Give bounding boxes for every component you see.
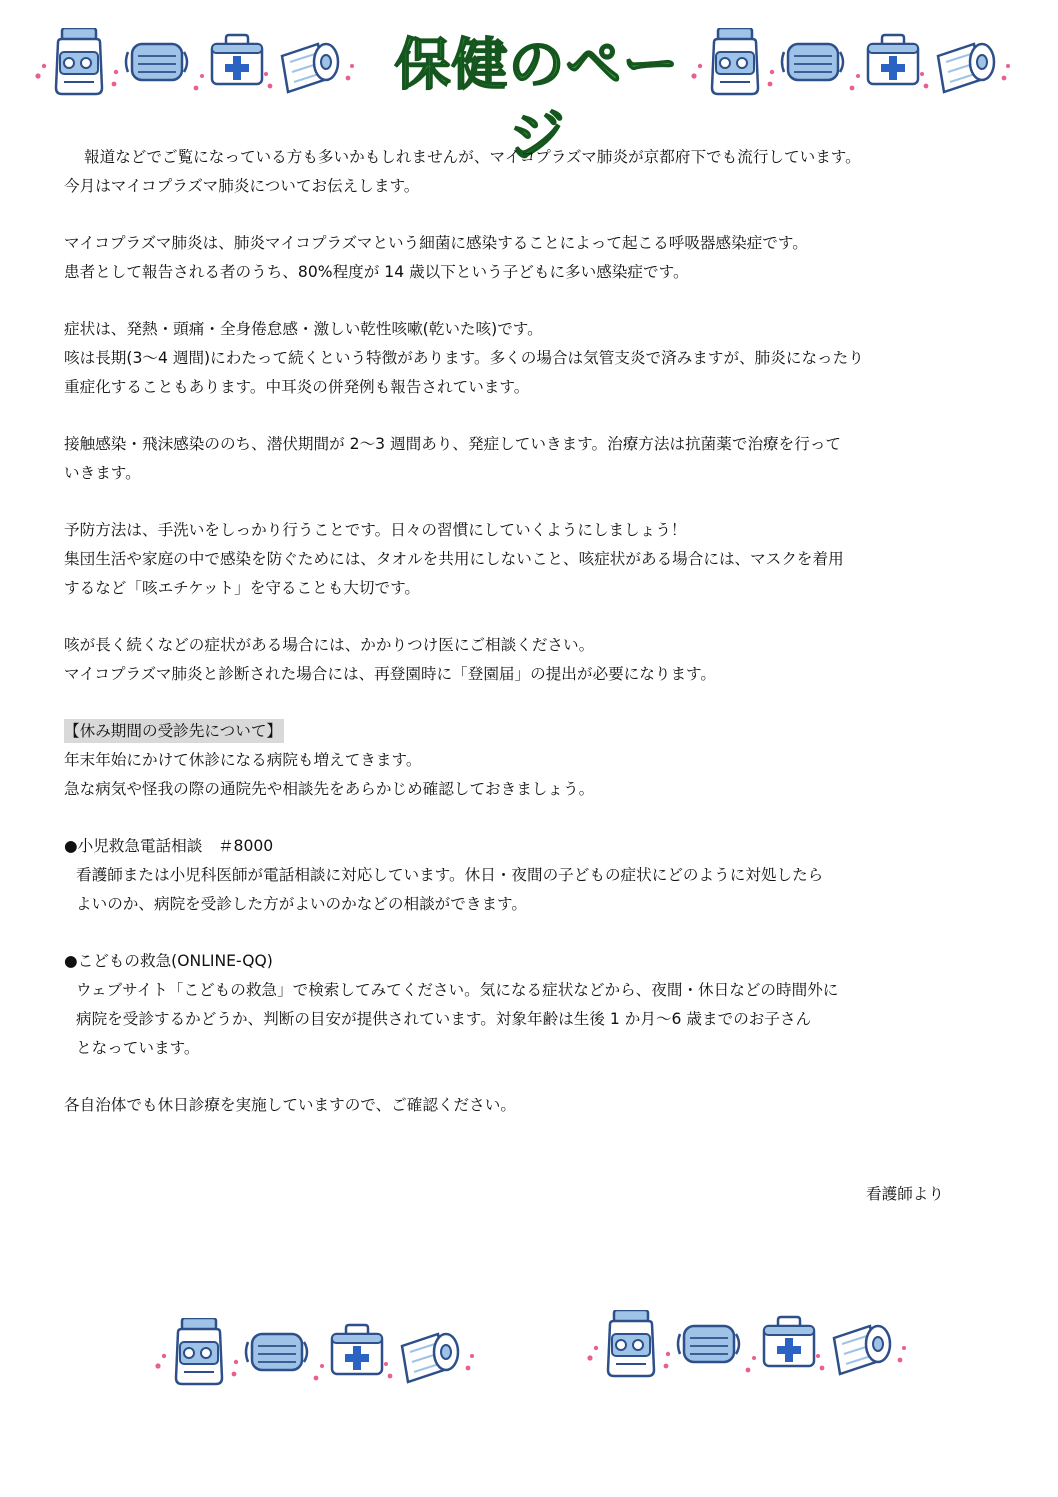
phone-consult-heading: ●小児救急電話相談 ＃8000 bbox=[64, 837, 274, 855]
holiday-line-2: 急な病気や怪我の際の通院先や相談先をあらかじめ確認しておきましょう。 bbox=[64, 780, 595, 798]
about-paragraph bbox=[64, 229, 1004, 287]
medical-icons-right-illustration bbox=[686, 28, 1026, 108]
closing-line: 各自治体でも休日診療を実施していますので、ご確認ください。 bbox=[64, 1096, 516, 1114]
holiday-section bbox=[64, 717, 1004, 804]
intro-line-1: 報道などでご覧になっている方も多いかもしれませんが、マイコプラズマ肺炎が京都府下でも流行しています。 bbox=[84, 148, 861, 166]
article-body bbox=[64, 143, 1004, 1148]
prevention-line-2: 集団生活や家庭の中で感染を防ぐためには、タオルを共用にしないこと、咳症状がある場合には、マスクを着用 bbox=[64, 550, 844, 568]
intro-paragraph bbox=[64, 143, 1004, 201]
symptoms-line-3: 重症化することもあります。中耳炎の併発例も報告されています。 bbox=[64, 378, 530, 396]
medical-icons-footer-left-illustration bbox=[150, 1318, 490, 1398]
online-qq-line-1: ウェブサイト「こどもの救急」で検索してみてください。気になる症状などから、夜間・休日などの時間外に bbox=[76, 981, 839, 999]
infection-paragraph bbox=[64, 430, 1004, 488]
symptoms-paragraph bbox=[64, 315, 1004, 402]
holiday-line-1: 年末年始にかけて休診になる病院も増えてきます。 bbox=[64, 751, 422, 769]
holiday-heading-row bbox=[64, 717, 1004, 746]
signature: 看護師より bbox=[866, 1185, 944, 1203]
online-qq-line-3: となっています。 bbox=[76, 1039, 200, 1057]
prevention-paragraph bbox=[64, 516, 1004, 603]
online-qq-heading: ●こどもの救急(ONLINE-QQ) bbox=[64, 952, 273, 970]
consult-line-1: 咳が長く続くなどの症状がある場合には、かかりつけ医にご相談ください。 bbox=[64, 636, 595, 654]
online-qq-line-2: 病院を受診するかどうか、判断の目安が提供されています。対象年齢は生後 1 か月～6 歳までのお子さん bbox=[76, 1010, 812, 1028]
phone-consult-line-2: よいのか、病院を受診した方がよいのかなどの相談ができます。 bbox=[76, 895, 527, 913]
infection-line-1: 接触感染・飛沫感染ののち、潜伏期間が 2～3 週間あり、発症していきます。治療方法は抗菌薬で治療を行って bbox=[64, 435, 842, 453]
page-title: 保健のページ bbox=[394, 33, 680, 170]
prevention-line-1: 予防方法は、手洗いをしっかり行うことです。日々の習慣にしていくようにしましょう！ bbox=[64, 521, 687, 539]
holiday-heading: 【休み期間の受診先について】 bbox=[64, 719, 284, 743]
medical-icons-footer-right-illustration bbox=[582, 1310, 922, 1390]
consult-paragraph bbox=[64, 631, 1004, 689]
phone-consult-section bbox=[64, 832, 1004, 919]
symptoms-line-1: 症状は、発熱・頭痛・全身倦怠感・激しい乾性咳嗽(乾いた咳)です。 bbox=[64, 320, 543, 338]
intro-line-2: 今月はマイコプラズマ肺炎についてお伝えします。 bbox=[64, 177, 420, 195]
consult-line-2: マイコプラズマ肺炎と診断された場合には、再登園時に「登園届」の提出が必要になります。 bbox=[64, 665, 716, 683]
about-line-2: 患者として報告される者のうち、80%程度が 14 歳以下という子どもに多い感染症です。 bbox=[64, 263, 689, 281]
medical-icons-left-illustration bbox=[30, 28, 370, 108]
online-qq-section bbox=[64, 947, 1004, 1063]
closing-paragraph bbox=[64, 1091, 1004, 1120]
phone-consult-line-1: 看護師または小児科医師が電話相談に対応しています。休日・夜間の子どもの症状にどのように対処したら bbox=[76, 866, 824, 884]
prevention-line-3: するなど「咳エチケット」を守ることも大切です。 bbox=[64, 579, 421, 597]
about-line-1: マイコプラズマ肺炎は、肺炎マイコプラズマという細菌に感染することによって起こる呼吸器感染症です。 bbox=[64, 234, 808, 252]
infection-line-2: いきます。 bbox=[64, 464, 141, 482]
symptoms-line-2: 咳は長期(3～4 週間)にわたって続くという特徴があります。多くの場合は気管支炎で済みますが、肺炎になったり bbox=[64, 349, 864, 367]
